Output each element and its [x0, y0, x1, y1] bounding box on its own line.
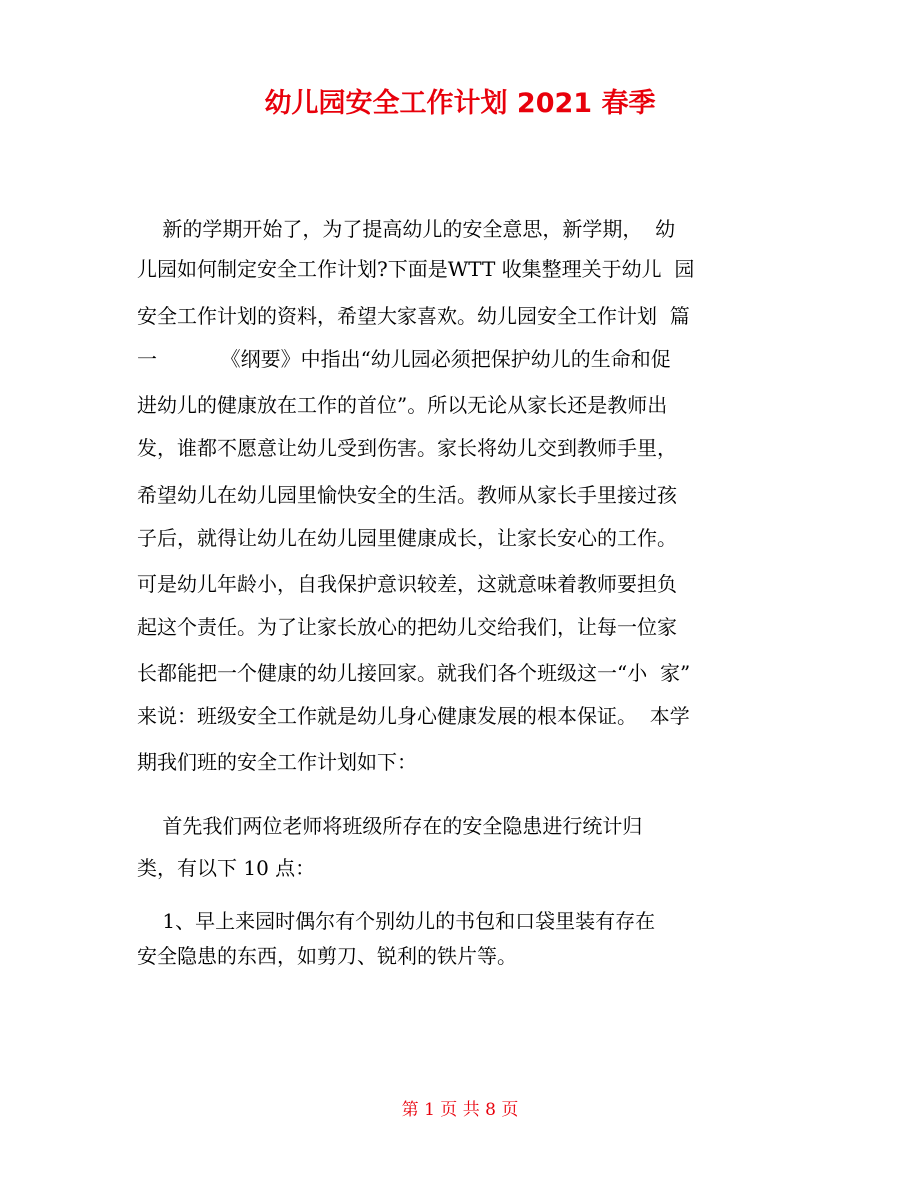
paragraph-line: 长都能把一个健康的幼儿接回家。就我们各个班级这一“小 家” — [137, 661, 691, 685]
paragraph-line: 1、早上来园时偶尔有个别幼儿的书包和口袋里装有存在 — [137, 909, 656, 933]
page-number-footer: 第 1 页 共 8 页 — [401, 1100, 519, 1120]
paragraph-line: 期我们班的安全工作计划如下： — [137, 750, 417, 774]
paragraph-line: 一 《纲要》中指出“幼儿园必须把保护幼儿的生命和促 — [137, 347, 671, 371]
document-title: 幼儿园安全工作计划 2021 春季 — [264, 88, 656, 119]
paragraph-line: 来说：班级安全工作就是幼儿身心健康发展的根本保证。 本学 — [137, 704, 690, 728]
paragraph-line: 儿园如何制定安全工作计划?下面是WTT 收集整理关于幼儿 园 — [137, 257, 695, 281]
paragraph-line: 类，有以下 10 点： — [137, 856, 316, 880]
paragraph-line: 发，谁都不愿意让幼儿受到伤害。家长将幼儿交到教师手里， — [137, 436, 677, 460]
paragraph-line: 安全隐患的东西，如剪刀、锐利的铁片等。 — [137, 944, 517, 968]
paragraph-line: 子后，就得让幼儿在幼儿园里健康成长，让家长安心的工作。 — [137, 526, 677, 550]
paragraph-line: 希望幼儿在幼儿园里愉快安全的生活。教师从家长手里接过孩 — [137, 483, 677, 507]
paragraph-line: 安全工作计划的资料，希望大家喜欢。幼儿园安全工作计划 篇 — [137, 304, 690, 328]
paragraph-line: 新的学期开始了，为了提高幼儿的安全意思，新学期， 幼 — [137, 217, 676, 241]
paragraph-line: 起这个责任。为了让家长放心的把幼儿交给我们，让每一位家 — [137, 615, 677, 639]
paragraph-line: 首先我们两位老师将班级所存在的安全隐患进行统计归 — [137, 814, 643, 838]
paragraph-line: 进幼儿的健康放在工作的首位”。所以无论从家长还是教师出 — [137, 393, 668, 417]
paragraph-line: 可是幼儿年龄小，自我保护意识较差，这就意味着教师要担负 — [137, 572, 677, 596]
